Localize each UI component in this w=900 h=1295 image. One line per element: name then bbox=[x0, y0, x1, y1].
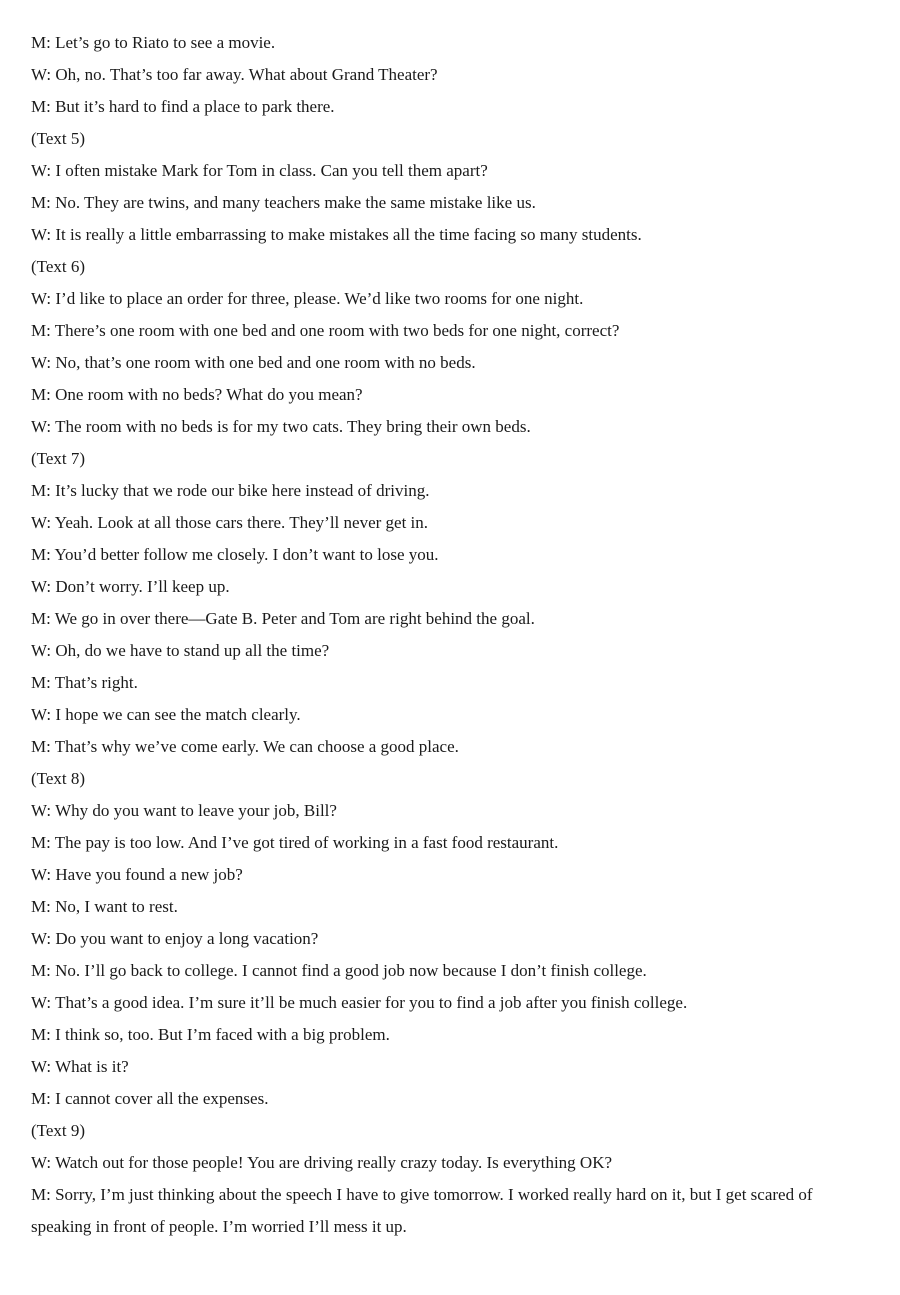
dialogue-line: W: It is really a little embarrassing to make mistakes all the time facing so many students. bbox=[31, 225, 642, 244]
dialogue-line: M: That’s right. bbox=[31, 673, 138, 692]
dialogue-line: W: Do you want to enjoy a long vacation? bbox=[31, 929, 319, 948]
dialogue-line: M: Let’s go to Riato to see a movie. bbox=[31, 33, 276, 52]
dialogue-line: M: We go in over there—Gate B. Peter and Tom are right behind the goal. bbox=[31, 609, 535, 628]
dialogue-line: W: The room with no beds is for my two cats. They bring their own beds. bbox=[31, 417, 531, 436]
dialogue-line: M: Sorry, I’m just thinking about the speech I have to give tomorrow. I worked really hard on it, but I get scared of speaking in front of people. I’m worried I’ll mess it up. bbox=[31, 1185, 813, 1236]
section-heading: (Text 6) bbox=[31, 257, 86, 276]
dialogue-line: W: No, that’s one room with one bed and one room with no beds. bbox=[31, 353, 476, 372]
dialogue-line: M: That’s why we’ve come early. We can choose a good place. bbox=[31, 737, 459, 756]
dialogue-line: M: I think so, too. But I’m faced with a big problem. bbox=[31, 1025, 390, 1044]
section-heading: (Text 7) bbox=[31, 449, 86, 468]
section-heading: (Text 8) bbox=[31, 769, 86, 788]
dialogue-line: W: Oh, do we have to stand up all the time? bbox=[31, 641, 330, 660]
dialogue-line: W: Watch out for those people! You are driving really crazy today. Is everything OK? bbox=[31, 1153, 613, 1172]
dialogue-line: M: You’d better follow me closely. I don’t want to lose you. bbox=[31, 545, 439, 564]
dialogue-line: W: I often mistake Mark for Tom in class. Can you tell them apart? bbox=[31, 161, 488, 180]
dialogue-line: M: The pay is too low. And I’ve got tired of working in a fast food restaurant. bbox=[31, 833, 559, 852]
transcript-page bbox=[31, 27, 876, 1243]
dialogue-line: W: I hope we can see the match clearly. bbox=[31, 705, 301, 724]
dialogue-line: M: No, I want to rest. bbox=[31, 897, 178, 916]
dialogue-line: M: But it’s hard to find a place to park there. bbox=[31, 97, 335, 116]
dialogue-line: M: No. They are twins, and many teachers make the same mistake like us. bbox=[31, 193, 536, 212]
dialogue-line: W: Yeah. Look at all those cars there. They’ll never get in. bbox=[31, 513, 429, 532]
dialogue-line: W: Why do you want to leave your job, Bill? bbox=[31, 801, 337, 820]
dialogue-line: W: I’d like to place an order for three, please. We’d like two rooms for one night. bbox=[31, 289, 584, 308]
dialogue-line: M: There’s one room with one bed and one room with two beds for one night, correct? bbox=[31, 321, 620, 340]
dialogue-line: W: That’s a good idea. I’m sure it’ll be much easier for you to find a job after you finish college. bbox=[31, 993, 688, 1012]
dialogue-line: W: Oh, no. That’s too far away. What about Grand Theater? bbox=[31, 65, 438, 84]
section-heading: (Text 5) bbox=[31, 129, 86, 148]
dialogue-line: W: Have you found a new job? bbox=[31, 865, 243, 884]
section-heading: (Text 9) bbox=[31, 1121, 86, 1140]
dialogue-line: M: I cannot cover all the expenses. bbox=[31, 1089, 269, 1108]
dialogue-line: M: It’s lucky that we rode our bike here instead of driving. bbox=[31, 481, 430, 500]
dialogue-line: W: What is it? bbox=[31, 1057, 129, 1076]
dialogue-line: M: No. I’ll go back to college. I cannot find a good job now because I don’t finish college. bbox=[31, 961, 647, 980]
dialogue-line: W: Don’t worry. I’ll keep up. bbox=[31, 577, 230, 596]
dialogue-line: M: One room with no beds? What do you mean? bbox=[31, 385, 363, 404]
